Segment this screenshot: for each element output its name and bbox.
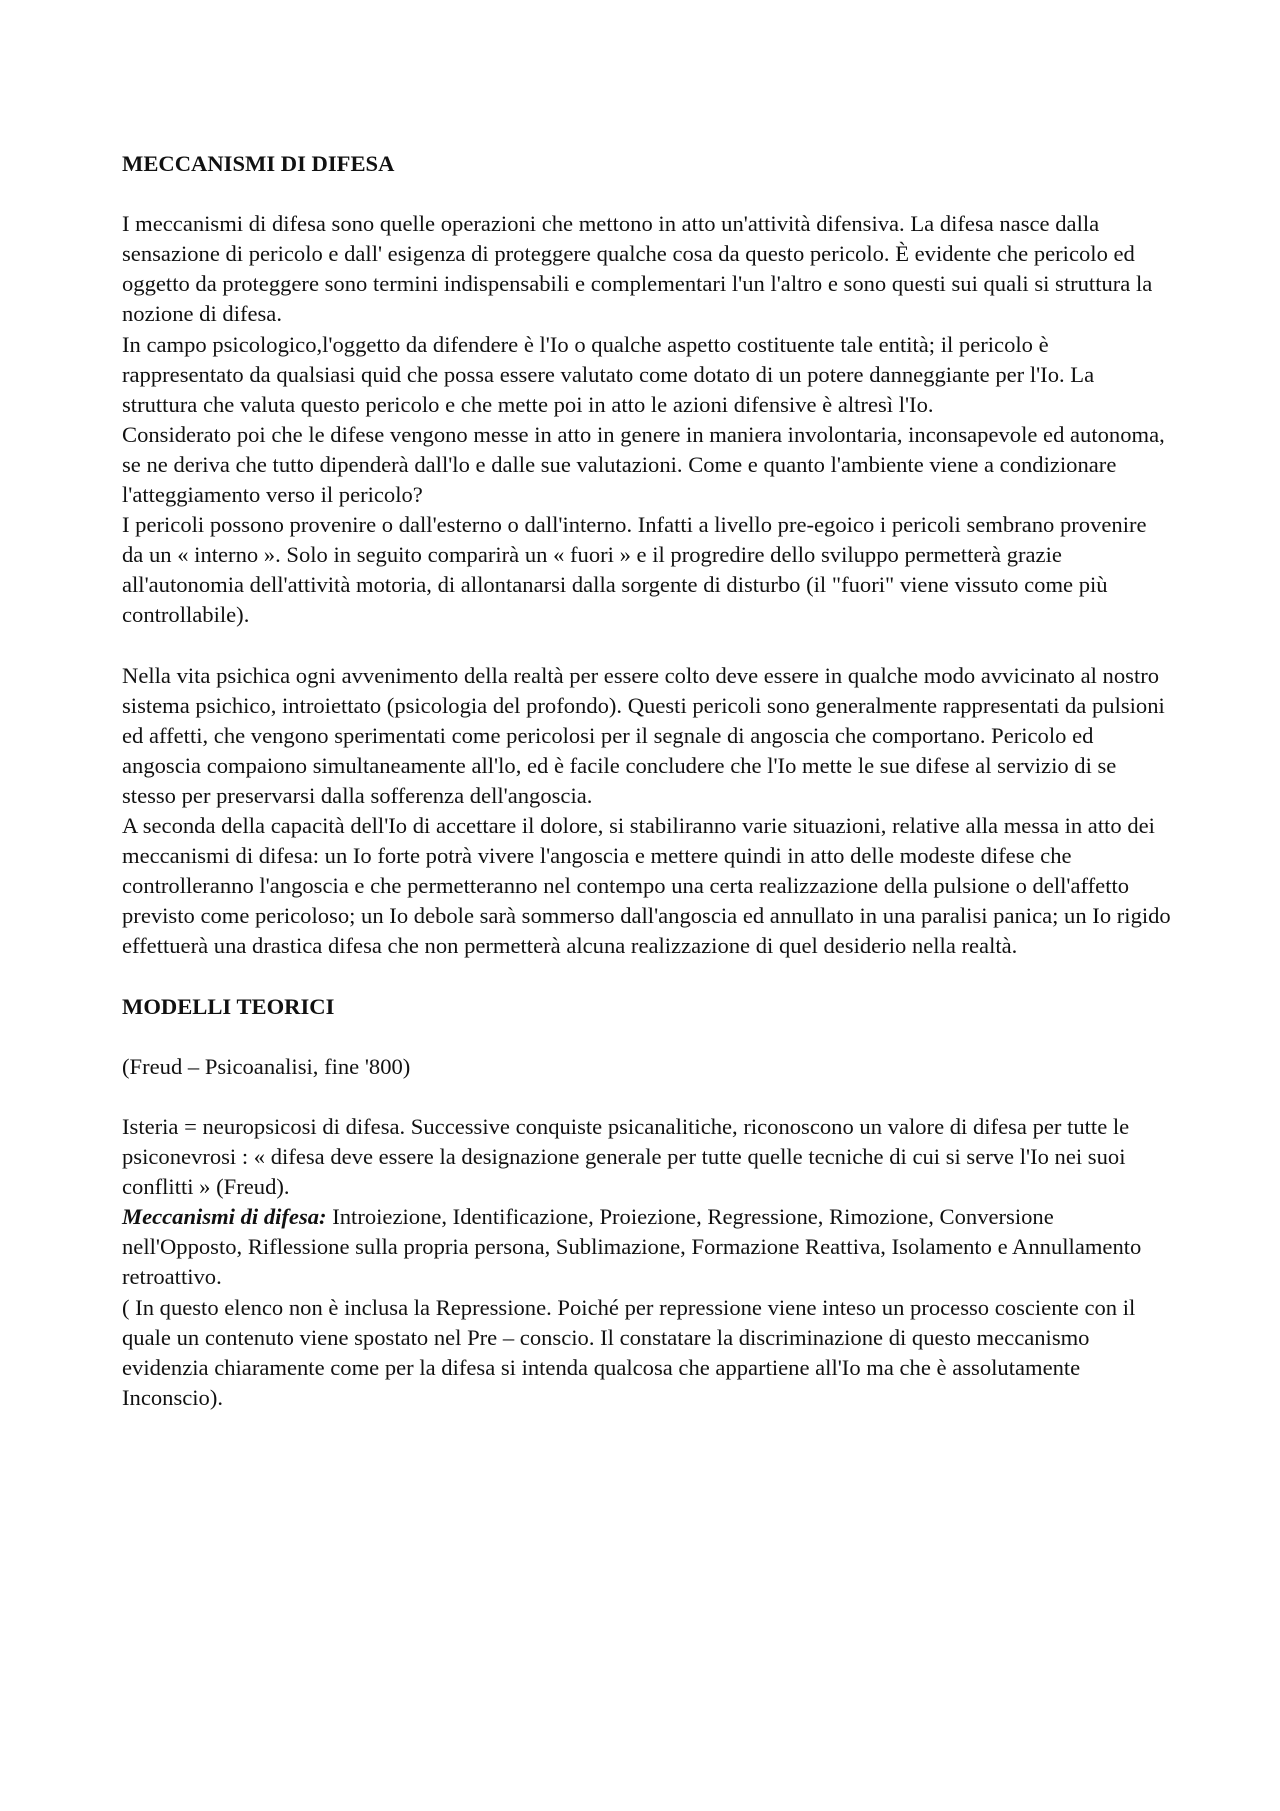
- paragraph-vita-psichica: Nella vita psichica ogni avvenimento della realtà per essere colto deve essere in qualche modo avvicinato al nostro sistema psichico, introiettato (psicologia del profondo). Questi pericoli sono generalmente rappresentati da pulsioni ed affetti, che vengono sperimentati come pericolosi per il segnale di angoscia che comportano. Pericolo ed angoscia compaiono simultaneamente all'lo, ed è facile concludere che l'Io mette le sue difese al servizio di se stesso per preservarsi dalla sofferenza dell'angoscia.: [122, 662, 1165, 808]
- mechanisms-label: Meccanismi di difesa:: [122, 1204, 327, 1230]
- document-page: [122, 149, 1172, 1413]
- paragraph-repression-note: ( In questo elenco non è inclusa la Repressione. Poiché per repressione viene inteso un processo cosciente con il quale un contenuto viene spostato nel Pre – conscio. Il constatare la discriminazione di questo meccanismo evidenzia chiaramente come per la difesa si intenda qualcosa che appartiene all'Io ma che è assolutamente Inconscio).: [122, 1294, 1136, 1410]
- paragraph-campo-psicologico: In campo psicologico,l'oggetto da difendere è l'Io o qualche aspetto costituente tale entità; il pericolo è rappresentato da qualsiasi quid che possa essere valutato come dotato di un potere danneggiante per l'Io. La struttura che valuta questo pericolo e che mette poi in atto le azioni difensive è altresì l'Io.: [122, 331, 1095, 417]
- paragraph-mechanisms: [122, 1202, 1172, 1292]
- paragraph-capacita-io: A seconda della capacità dell'Io di accettare il dolore, si stabiliranno varie situazioni, relative alla messa in atto dei meccanismi di difesa: un Io forte potrà vivere l'angoscia e mettere quindi in atto delle modeste difese che controlleranno l'angoscia e che permetteranno nel contempo una certa realizzazione della pulsione o dell'affetto previsto come pericoloso; un Io debole sarà sommerso dall'angoscia ed annullato in una paralisi panica; un Io rigido effettuerà una drastica difesa che non permetterà alcuna realizzazione di quel desiderio nella realtà.: [122, 813, 1171, 959]
- spacer: [122, 962, 1172, 992]
- spacer: [122, 179, 1172, 209]
- source-note: (Freud – Psicoanalisi, fine '800): [122, 1053, 411, 1079]
- paragraph-isteria: Isteria = neuropsicosi di difesa. Successive conquiste psicanalitiche, riconoscono un valore di difesa per tutte le psiconevrosi : « difesa deve essere la designazione generale per tutte quelle tecniche di cui si serve l'Io nei suoi conflitti » (Freud).: [122, 1114, 1130, 1200]
- spacer: [122, 631, 1172, 661]
- heading-modelli-teorici: MODELLI TEORICI: [122, 993, 335, 1019]
- mechanisms-list: Introiezione, Identificazione, Proiezione, Regressione, Rimozione, Conversione nell'Opposto, Riflessione sulla propria persona, Sublimazione, Formazione Reattiva, Isolamento e Annullamento retroattivo.: [122, 1204, 1142, 1290]
- paragraph-pericoli: I pericoli possono provenire o dall'esterno o dall'interno. Infatti a livello pre-egoico i pericoli sembrano provenire da un « interno ». Solo in seguito comparirà un « fuori » e il progredire dello sviluppo permetterà grazie all'autonomia dell'attività motoria, di allontanarsi dalla sorgente di disturbo (il "fuori" viene vissuto come più controllabile).: [122, 512, 1147, 628]
- spacer: [122, 1022, 1172, 1052]
- spacer: [122, 1082, 1172, 1112]
- paragraph-intro: I meccanismi di difesa sono quelle operazioni che mettono in atto un'attività difensiva. La difesa nasce dalla sensazione di pericolo e dall' esigenza di proteggere qualche cosa da questo pericolo. È evidente che pericolo ed oggetto da proteggere sono termini indispensabili e complementari l'un l'altro e sono questi sui quali si struttura la nozione di difesa.: [122, 211, 1153, 327]
- paragraph-considerato: Considerato poi che le difese vengono messe in atto in genere in maniera involontaria, inconsapevole ed autonoma, se ne deriva che tutto dipenderà dall'lo e dalle sue valutazioni. Come e quanto l'ambiente viene a condizionare l'atteggiamento verso il pericolo?: [122, 421, 1165, 508]
- heading-meccanismi-di-difesa: MECCANISMI DI DIFESA: [122, 151, 395, 176]
